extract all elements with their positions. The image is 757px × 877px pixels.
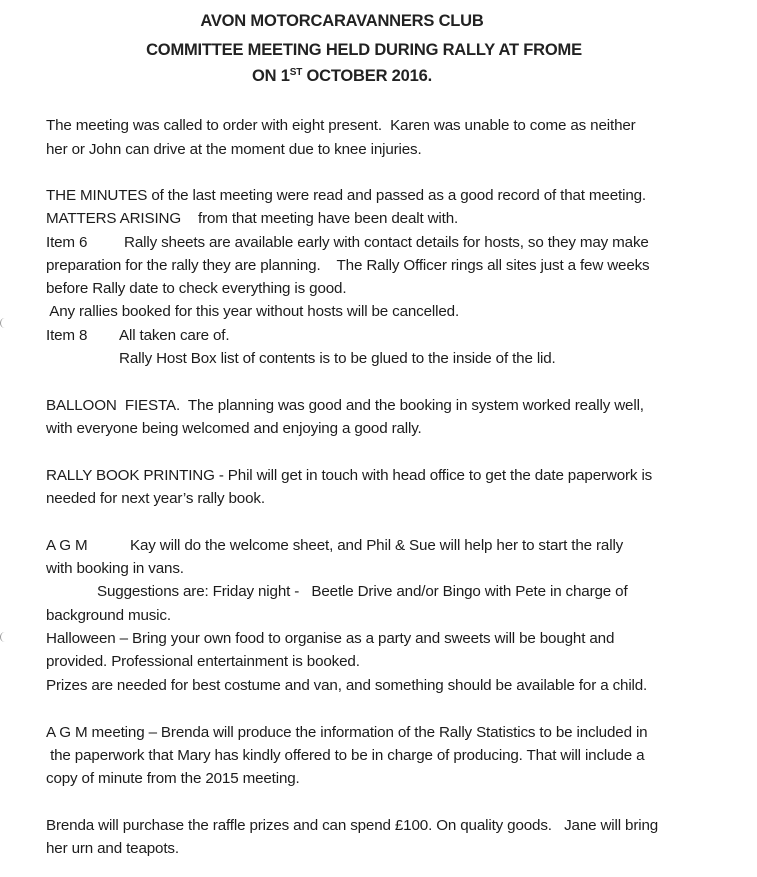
meeting-date [22, 67, 662, 86]
agm-text: Kay will do the welcome sheet, and Phil & Sue will help her to start the rally [130, 537, 624, 554]
date-suffix: OCTOBER 2016. [302, 67, 432, 85]
rally-host-box-line: Rally Host Box list of contents is to be glued to the inside of the lid. [119, 350, 556, 367]
raffle-line-1: Brenda will purchase the raffle prizes and can spend £100. On quality goods. Jane will bring [46, 817, 659, 834]
date-prefix: ON 1 [252, 67, 290, 85]
item-8-text: All taken care of. [119, 327, 230, 344]
item-8-label: Item 8 [46, 327, 88, 344]
matters-arising-text: from that meeting have been dealt with. [198, 210, 459, 227]
matters-arising-label: MATTERS ARISING [46, 210, 182, 227]
balloon-fiesta-line-1: BALLOON FIESTA. The planning was good and the booking in system worked really well, [46, 397, 644, 414]
agm-meeting-line-2: the paperwork that Mary has kindly offered to be in charge of producing. That will include a [46, 747, 645, 764]
agm-meeting-line-1: A G M meeting – Brenda will produce the information of the Rally Statistics to be included in [46, 724, 648, 741]
rally-book-line-1: RALLY BOOK PRINTING - Phil will get in touch with head office to get the date paperwork is [46, 467, 653, 484]
club-title: AVON MOTORCARAVANNERS CLUB [200, 12, 484, 30]
rally-book-line-2: needed for next year’s rally book. [46, 490, 265, 507]
agm-line-2: with booking in vans. [46, 560, 184, 577]
suggestions-line: Suggestions are: Friday night - Beetle Drive and/or Bingo with Pete in charge of [97, 583, 628, 600]
item-6-line [46, 234, 649, 251]
minutes-line: THE MINUTES of the last meeting were read and passed as a good record of that meeting. [46, 187, 646, 204]
punch-hole-mark-top [0, 318, 9, 328]
intro-paragraph-line-1: The meeting was called to order with eight present. Karen was unable to come as neither [46, 117, 636, 134]
item-6-continuation-1: preparation for the rally they are planning. The Rally Officer rings all sites just a few weeks [46, 257, 650, 274]
intro-paragraph-line-2: her or John can drive at the moment due to knee injuries. [46, 141, 422, 158]
halloween-line-1: Halloween – Bring your own food to organise as a party and sweets will be bought and [46, 630, 615, 647]
agm-meeting-line-3: copy of minute from the 2015 meeting. [46, 770, 300, 787]
date-ordinal: ST [289, 67, 303, 78]
halloween-line-2: provided. Professional entertainment is booked. [46, 653, 360, 670]
matters-arising-line [46, 210, 458, 227]
agm-line-1 [46, 537, 623, 554]
item-6-label: Item 6 [46, 234, 88, 251]
meeting-title: COMMITTEE MEETING HELD DURING RALLY AT FROME [146, 41, 582, 59]
balloon-fiesta-line-2: with everyone being welcomed and enjoying a good rally. [46, 420, 422, 437]
background-music-line: background music. [46, 607, 171, 624]
item-6-continuation-2: before Rally date to check everything is good. [46, 280, 347, 297]
agm-label: A G M [46, 537, 88, 554]
item-6-text: Rally sheets are available early with contact details for hosts, so they may make [124, 234, 649, 251]
prizes-line: Prizes are needed for best costume and van, and something should be available for a child. [46, 677, 648, 694]
cancellation-note: Any rallies booked for this year without hosts will be cancelled. [46, 303, 460, 320]
raffle-line-2: her urn and teapots. [46, 840, 179, 857]
item-8-line [46, 327, 229, 344]
punch-hole-mark-bottom [0, 632, 9, 642]
